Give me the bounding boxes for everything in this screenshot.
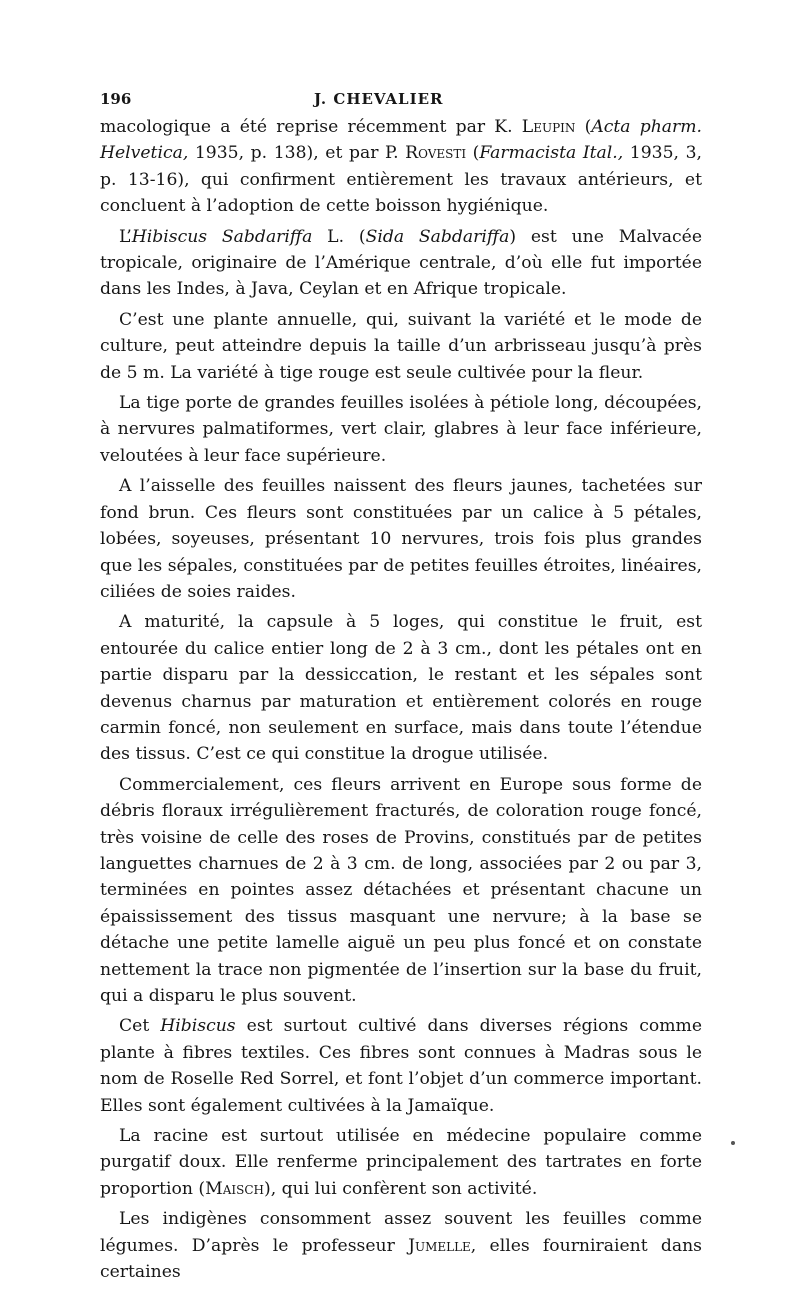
text-run: 1935, 3, p. 13-16), qui confirment entièrement les travaux antérieurs, et concluent à l’adoption de cette boisson hygiénique. bbox=[100, 143, 702, 217]
paragraph bbox=[100, 114, 702, 220]
text-run: ), qui lui confèrent son activité. bbox=[264, 1178, 538, 1199]
paragraph bbox=[100, 772, 702, 1010]
text-run: Les indigènes consomment assez souvent les feuilles comme légumes. D’après le professeur bbox=[100, 1209, 702, 1256]
text-run: elles fourniraient dans certaines bbox=[100, 1235, 702, 1283]
author-name: Maisch bbox=[205, 1178, 264, 1199]
author-name: Rovesti bbox=[405, 143, 467, 164]
paragraph bbox=[100, 1206, 702, 1285]
text-run: L. ( bbox=[312, 226, 366, 247]
paragraph bbox=[100, 473, 702, 605]
paragraph bbox=[100, 1013, 702, 1119]
italic-text: Acta pharm. Helvetica, bbox=[100, 117, 703, 164]
italic-text: Hibiscus bbox=[160, 1016, 236, 1037]
text-run: Cet bbox=[119, 1016, 161, 1037]
text-run: A maturité, la capsule à 5 loges, qui constitue le fruit, est entourée du calice entier long de 2 à 3 cm., dont les pétales ont en partie disparu par la dessiccation, le restant et les sépales sont devenus charnus par maturation et entièrement colorés en rouge carmin foncé, non seulement en surface, mais dans toute l’étendue des tissus. C’est ce qui constitue la drogue utilisée. bbox=[100, 612, 702, 765]
text-run: ( bbox=[575, 117, 592, 137]
author-name: Jumelle, bbox=[408, 1235, 477, 1256]
author-name: Leupin bbox=[521, 117, 576, 137]
author-running-head: J. CHEVALIER bbox=[314, 90, 444, 108]
italic-text: Sida Sabdariffa bbox=[365, 226, 510, 247]
text-run: macologique a été reprise récemment par K. bbox=[100, 117, 522, 137]
text-run: ) est une Malvacée tropicale, originaire de l’Amérique centrale, d’où elle fut importée dans les Indes, à Java, Ceylan et en Afrique tropicale. bbox=[100, 226, 702, 300]
italic-text: Farmacista Ital., bbox=[479, 143, 624, 164]
text-run: L’ bbox=[119, 226, 132, 247]
text-run: La racine est surtout utilisée en médecine populaire comme purgatif doux. Elle renferme principalement des tartrates en forte proportion ( bbox=[100, 1126, 702, 1199]
paragraph bbox=[100, 390, 702, 469]
running-head bbox=[100, 86, 702, 114]
paragraph bbox=[100, 307, 702, 386]
text-run: C’est une plante annuelle, qui, suivant la variété et le mode de culture, peut atteindre depuis la taille d’un arbrisseau jusqu’à près de 5 m. La variété à tige rouge est seule cultivée pour la fleur. bbox=[100, 309, 702, 383]
paragraph bbox=[100, 1123, 702, 1202]
page-number: 196 bbox=[100, 90, 132, 108]
text-run: A l’aisselle des feuilles naissent des fleurs jaunes, tachetées sur fond brun. Ces fleurs sont constituées par un calice à 5 pétales, lobées, soyeuses, présentant 10 nervures, trois fois plus grandes que les sépales, constituées par de petites feuilles étroites, linéaires, ciliées de soies raides. bbox=[100, 476, 702, 602]
paragraph bbox=[100, 224, 702, 303]
text-run: ( bbox=[466, 143, 480, 164]
text-run: est surtout cultivé dans diverses régions comme plante à fibres textiles. Ces fibres sont connues à Madras sous le nom de Roselle Red Sorrel, et font l’objet d’un commerce important. Elles sont également cultivées à la Jamaïque. bbox=[100, 1016, 703, 1116]
article-body bbox=[100, 114, 702, 1285]
paragraph bbox=[100, 609, 702, 767]
stray-ink-dot bbox=[731, 1141, 735, 1145]
text-run: La tige porte de grandes feuilles isolées à pétiole long, découpées, à nervures palmatiformes, vert clair, glabres à leur face inférieure, veloutées à leur face supérieure. bbox=[100, 393, 702, 466]
page bbox=[100, 86, 702, 1289]
italic-text: Hibiscus Sabdariffa bbox=[131, 226, 313, 247]
text-run: 1935, p. 138), et par P. bbox=[188, 143, 406, 164]
text-run: Commercialement, ces fleurs arrivent en Europe sous forme de débris floraux irrégulièrement fracturés, de coloration rouge foncé, très voisine de celle des roses de Provins, constitués par de petites languettes charnues de 2 à 3 cm. de long, associées par 2 ou par 3, terminées en pointes assez détachées et présentant chacune un épaississement des tissus masquant une nervure; à la base se détache une petite lamelle aiguë un peu plus foncé et on constate nettement la trace non pigmentée de l’insertion sur la base du fruit, qui a disparu le plus souvent. bbox=[100, 774, 702, 1006]
